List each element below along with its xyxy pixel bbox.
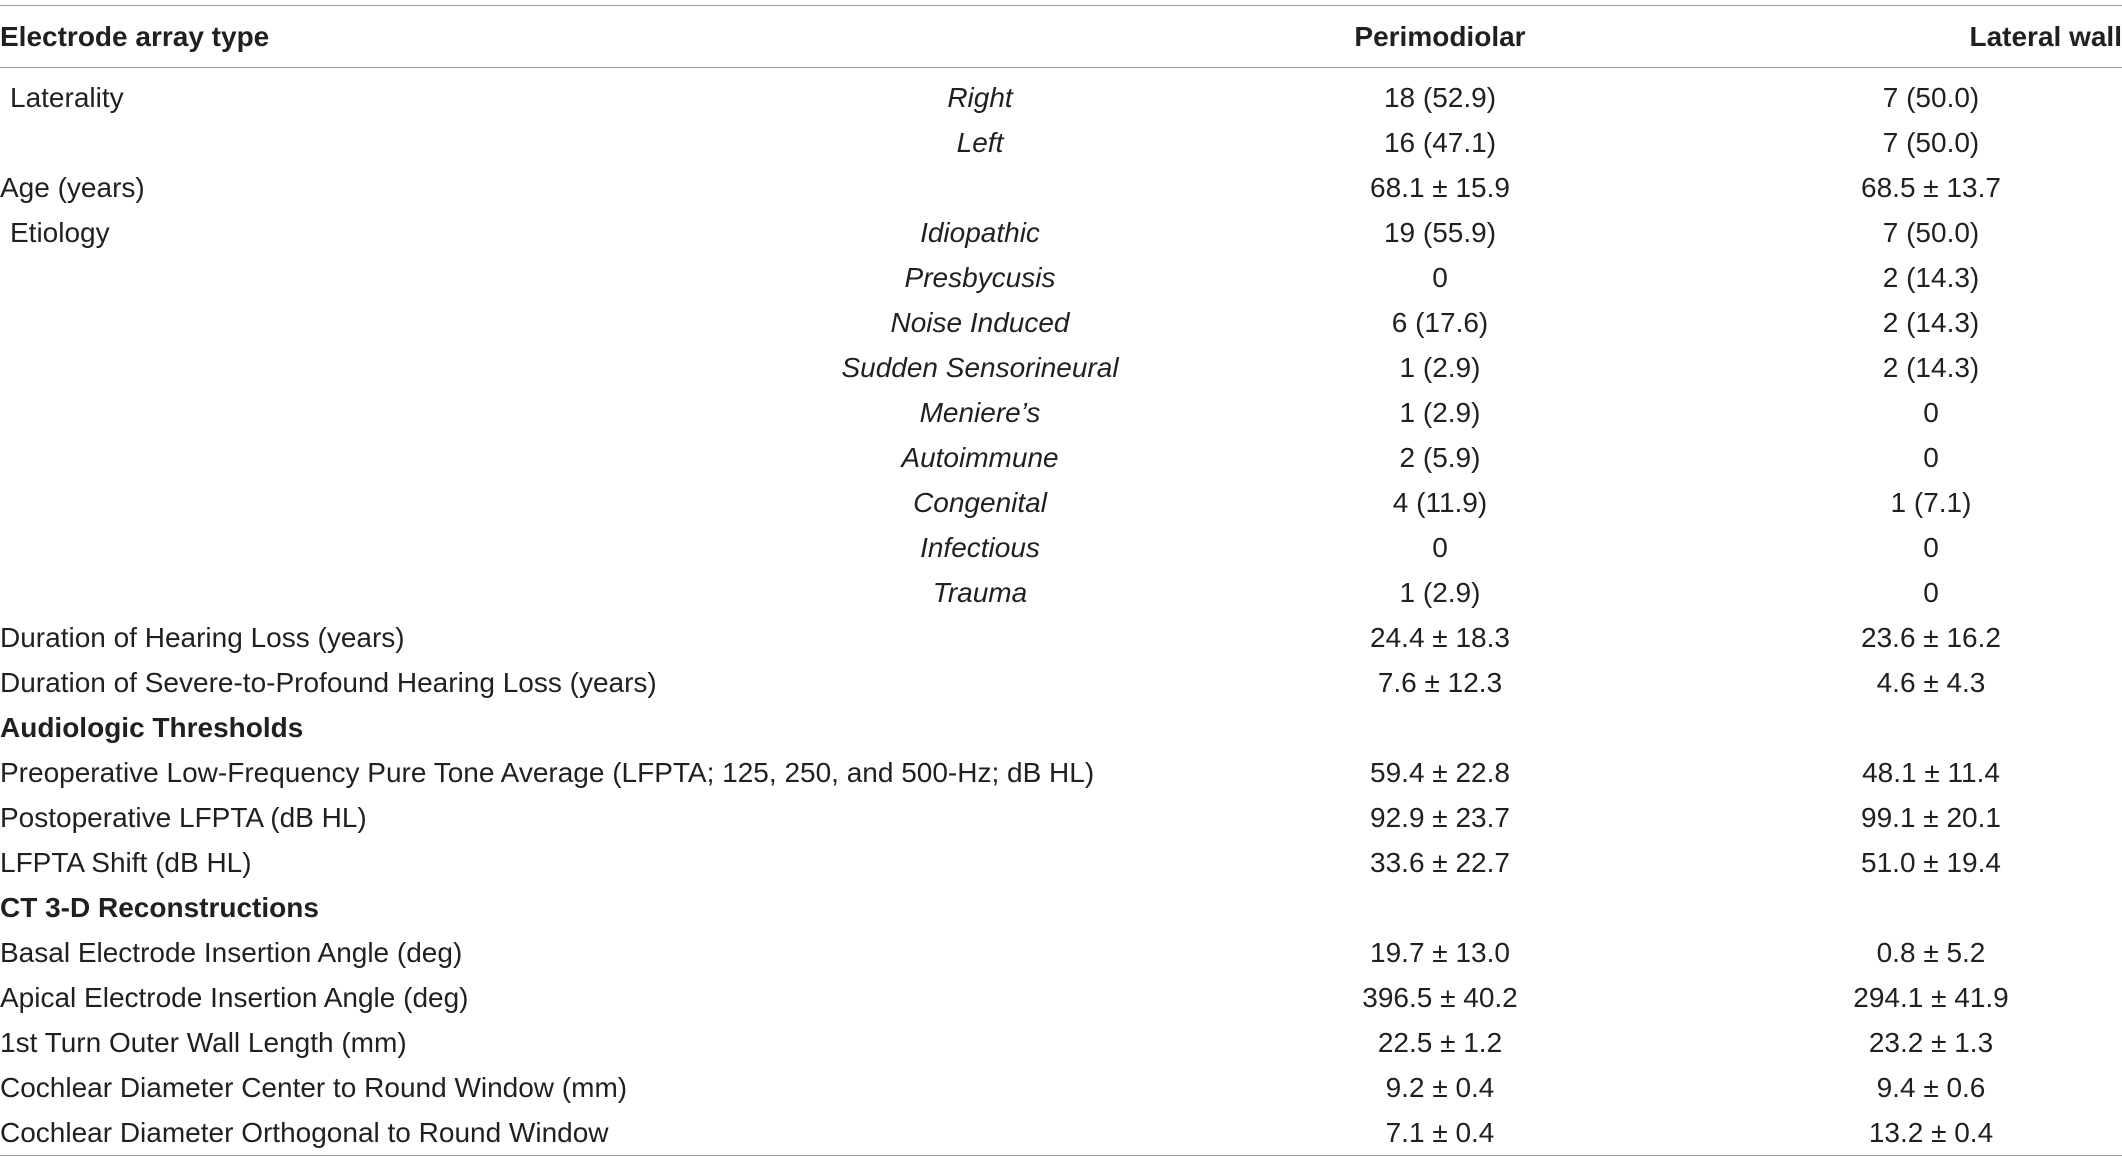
row-subcategory: Presbycusis: [904, 262, 1056, 293]
table-row: [0, 481, 2122, 526]
cell-lateral-wall: 7 (50.0): [1882, 82, 1980, 114]
row-subcategory: Idiopathic: [920, 217, 1040, 248]
cell-perimodiolar: 92.9 ± 23.7: [1370, 802, 1510, 833]
table-row: [0, 931, 2122, 976]
cell-lateral-wall: 0: [1923, 577, 1939, 608]
table-body: [0, 68, 2122, 1156]
row-label: [0, 481, 820, 526]
row-subcategory: Sudden Sensorineural: [841, 352, 1119, 383]
table-row: [0, 976, 2122, 1021]
row-subcategory: [820, 166, 1140, 211]
cell-lateral-wall: 23.2 ± 1.3: [1868, 1027, 1994, 1058]
row-subcategory: [820, 1021, 1140, 1066]
header-electrode-array-type: Electrode array type: [0, 6, 820, 68]
row-label: Laterality: [10, 82, 124, 114]
cell-perimodiolar: 59.4 ± 22.8: [1370, 757, 1510, 788]
row-label: [0, 436, 820, 481]
cell-perimodiolar: 1 (2.9): [1399, 397, 1481, 428]
table-row: [0, 571, 2122, 616]
table-row: [0, 391, 2122, 436]
row-subcategory: Infectious: [920, 532, 1040, 563]
row-subcategory: Autoimmune: [901, 442, 1059, 473]
table-row: [0, 121, 2122, 166]
cell-lateral-wall: 7 (50.0): [1882, 127, 1980, 158]
table-row: [0, 166, 2122, 211]
cell-perimodiolar: 19.7 ± 13.0: [1370, 937, 1510, 968]
row-subcategory: [820, 841, 1140, 886]
cell-perimodiolar: 18 (52.9): [1383, 82, 1497, 114]
cell-lateral-wall: 9.4 ± 0.6: [1876, 1072, 1986, 1103]
cell-perimodiolar: 4 (11.9): [1392, 487, 1488, 518]
cell-perimodiolar: 19 (55.9): [1383, 217, 1497, 248]
row-subcategory: [820, 1111, 1140, 1156]
table-row: [0, 526, 2122, 571]
table-row: [0, 661, 2122, 706]
row-subcategory: Meniere’s: [919, 397, 1041, 428]
cell-perimodiolar: 396.5 ± 40.2: [1362, 982, 1518, 1013]
row-label: 1st Turn Outer Wall Length (mm): [0, 1027, 407, 1058]
cell-perimodiolar: 68.1 ± 15.9: [1370, 172, 1510, 203]
section-row: [0, 886, 2122, 931]
table-row: [0, 346, 2122, 391]
cell-lateral-wall: 0: [1923, 532, 1939, 563]
table-row: [0, 1021, 2122, 1066]
table-row: [0, 796, 2122, 841]
electrode-comparison-table: [0, 5, 2122, 1156]
row-label: [0, 346, 820, 391]
cell-lateral-wall: 2 (14.3): [1882, 307, 1980, 338]
section-row: [0, 706, 2122, 751]
table-row: [0, 751, 2122, 796]
table-row: [0, 1066, 2122, 1111]
cell-lateral-wall: 51.0 ± 19.4: [1861, 847, 2001, 878]
cell-perimodiolar: 9.2 ± 0.4: [1385, 1072, 1495, 1103]
cell-perimodiolar: 7.6 ± 12.3: [1377, 667, 1503, 698]
row-label: LFPTA Shift (dB HL): [0, 847, 252, 878]
cell-lateral-wall: 23.6 ± 16.2: [1861, 622, 2001, 653]
cell-lateral-wall: 0: [1923, 442, 1939, 473]
row-subcategory: [820, 796, 1140, 841]
row-label: Duration of Severe-to-Profound Hearing Loss (years): [0, 667, 657, 698]
cell-lateral-wall: 99.1 ± 20.1: [1861, 802, 2001, 833]
row-label: [0, 301, 820, 346]
row-label: Basal Electrode Insertion Angle (deg): [0, 937, 463, 968]
cell-lateral-wall: 0.8 ± 5.2: [1876, 937, 1986, 968]
row-label: [0, 256, 820, 301]
cell-lateral-wall: 2 (14.3): [1882, 262, 1980, 293]
cell-lateral-wall: 0: [1923, 397, 1939, 428]
row-subcategory: Left: [956, 127, 1004, 158]
cell-perimodiolar: 33.6 ± 22.7: [1370, 847, 1510, 878]
cell-lateral-wall: 48.1 ± 11.4: [1862, 757, 2000, 788]
cell-perimodiolar: 0: [1432, 262, 1448, 293]
table-row: [0, 68, 2122, 121]
row-subcategory: [820, 661, 1140, 706]
row-label: Apical Electrode Insertion Angle (deg): [0, 982, 469, 1013]
row-subcategory: [820, 931, 1140, 976]
row-subcategory: Congenital: [913, 487, 1047, 518]
row-label: Age (years): [0, 172, 145, 203]
row-label: Cochlear Diameter Center to Round Window (mm): [0, 1072, 628, 1103]
row-label: [0, 391, 820, 436]
row-label: Postoperative LFPTA (dB HL): [0, 802, 367, 833]
cell-perimodiolar: 7.1 ± 0.4: [1140, 1111, 1740, 1156]
table-row: [0, 616, 2122, 661]
header-perimodiolar: Perimodiolar: [1140, 6, 1740, 68]
row-subcategory: Noise Induced: [890, 307, 1070, 338]
row-label: Duration of Hearing Loss (years): [0, 622, 405, 653]
cell-perimodiolar: 0: [1432, 532, 1448, 563]
row-subcategory: Right: [947, 82, 1013, 114]
cell-lateral-wall: 4.6 ± 4.3: [1876, 667, 1986, 698]
row-subcategory: Trauma: [932, 577, 1028, 608]
row-subcategory: [820, 976, 1140, 1021]
section-heading: CT 3-D Reconstructions: [0, 892, 319, 923]
row-label: [0, 121, 820, 166]
cell-lateral-wall: 7 (50.0): [1882, 217, 1980, 248]
cell-perimodiolar: 16 (47.1): [1383, 127, 1497, 158]
table-row: [0, 301, 2122, 346]
table-row: [0, 256, 2122, 301]
row-label: [0, 571, 820, 616]
cell-perimodiolar: 1 (2.9): [1399, 352, 1481, 383]
header-lateral-wall: Lateral wall: [1740, 6, 2122, 68]
table-row: [0, 436, 2122, 481]
cell-lateral-wall: 294.1 ± 41.9: [1853, 982, 2009, 1013]
row-label: Preoperative Low-Frequency Pure Tone Average (LFPTA; 125, 250, and 500-Hz; dB HL): [0, 757, 1095, 788]
cell-perimodiolar: 6 (17.6): [1391, 307, 1489, 338]
row-label: [0, 526, 820, 571]
cell-lateral-wall: 13.2 ± 0.4: [1740, 1111, 2122, 1156]
row-label: Etiology: [10, 217, 110, 248]
row-label: Cochlear Diameter Orthogonal to Round Window: [0, 1111, 820, 1156]
header-subcategory: [820, 6, 1140, 68]
cell-perimodiolar: 2 (5.9): [1399, 442, 1481, 473]
table-row: [0, 1111, 2122, 1156]
section-heading: Audiologic Thresholds: [0, 712, 304, 743]
cell-lateral-wall: 68.5 ± 13.7: [1861, 172, 2001, 203]
header-row: [0, 6, 2122, 68]
cell-lateral-wall: 1 (7.1): [1890, 487, 1972, 518]
table-row: [0, 211, 2122, 256]
cell-perimodiolar: 1 (2.9): [1399, 577, 1481, 608]
row-subcategory: [820, 1066, 1140, 1111]
table-row: [0, 841, 2122, 886]
cell-lateral-wall: 2 (14.3): [1882, 352, 1980, 383]
table-header: [0, 6, 2122, 68]
row-subcategory: [820, 616, 1140, 661]
cell-perimodiolar: 22.5 ± 1.2: [1377, 1027, 1503, 1058]
cell-perimodiolar: 24.4 ± 18.3: [1370, 622, 1510, 653]
